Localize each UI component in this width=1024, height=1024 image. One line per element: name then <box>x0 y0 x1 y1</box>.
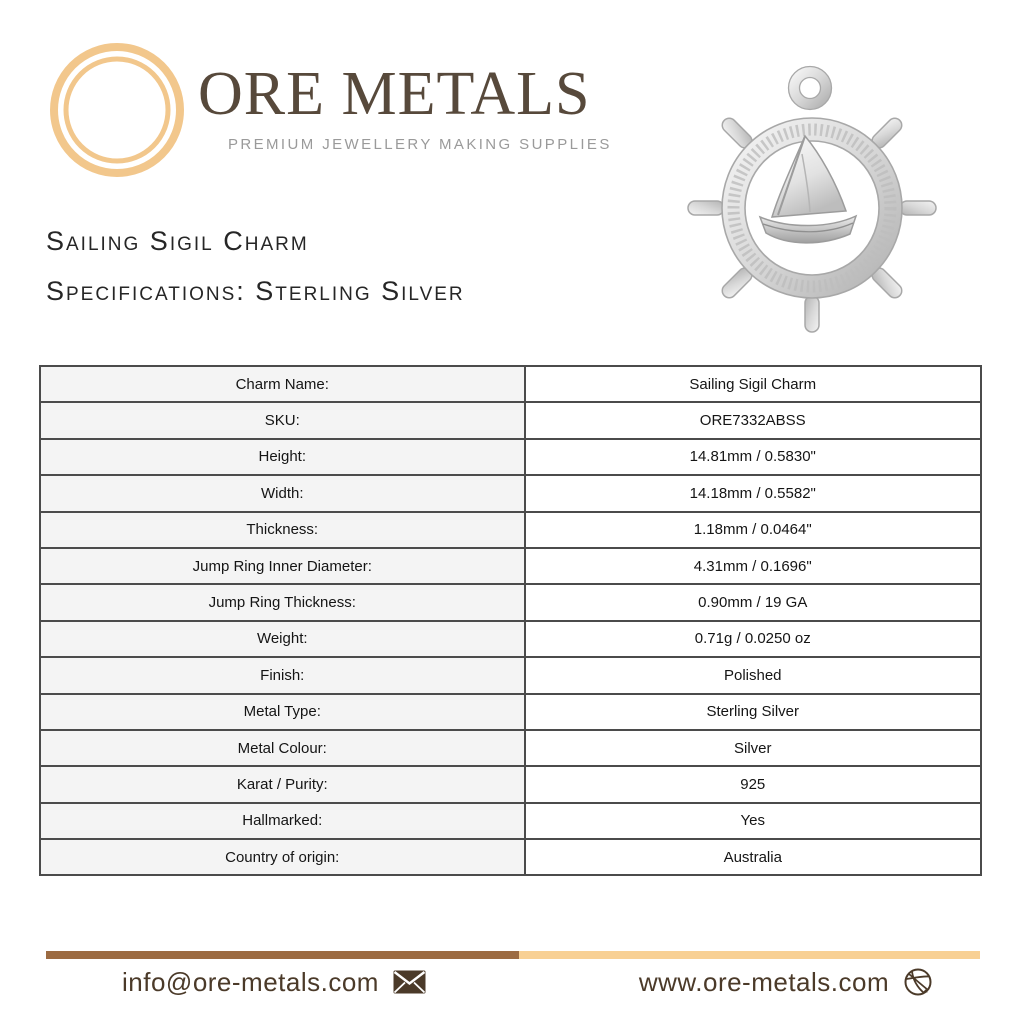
spec-label-cell: Country of origin: <box>40 839 525 875</box>
footer-email-group <box>0 962 512 1002</box>
table-row <box>40 512 981 548</box>
envelope-icon <box>393 970 426 994</box>
table-row <box>40 475 981 511</box>
spec-value-cell: 14.18mm / 0.5582" <box>525 475 982 511</box>
globe-icon <box>903 967 933 997</box>
spec-label-cell: SKU: <box>40 402 525 438</box>
brand-logo-rings-icon <box>46 38 188 182</box>
footer-divider <box>46 951 980 959</box>
table-row <box>40 548 981 584</box>
spec-label-cell: Metal Colour: <box>40 730 525 766</box>
spec-label-cell: Metal Type: <box>40 694 525 730</box>
spec-label-cell: Finish: <box>40 657 525 693</box>
divider-left-segment <box>46 951 519 959</box>
table-row <box>40 621 981 657</box>
spec-value-cell: Silver <box>525 730 982 766</box>
table-row <box>40 839 981 875</box>
divider-right-segment <box>519 951 980 959</box>
spec-value-cell: Sterling Silver <box>525 694 982 730</box>
spec-label-cell: Jump Ring Thickness: <box>40 584 525 620</box>
spec-label-cell: Hallmarked: <box>40 803 525 839</box>
footer-email-link[interactable]: info@ore-metals.com <box>122 966 379 997</box>
spec-label-cell: Weight: <box>40 621 525 657</box>
footer-contact-bar <box>0 962 1024 1002</box>
charm-bail <box>794 72 826 104</box>
table-row <box>40 803 981 839</box>
table-row <box>40 766 981 802</box>
spec-value-cell: 1.18mm / 0.0464" <box>525 512 982 548</box>
footer-website-link[interactable]: www.ore-metals.com <box>638 966 890 997</box>
spec-value-cell: Yes <box>525 803 982 839</box>
footer-website-group <box>512 962 1024 1002</box>
spec-value-cell: 4.31mm / 0.1696" <box>525 548 982 584</box>
spec-label-cell: Height: <box>40 439 525 475</box>
brand-tagline: PREMIUM JEWELLERY MAKING SUPPLIES <box>228 136 612 153</box>
table-row <box>40 730 981 766</box>
charm-photo <box>660 36 965 361</box>
spec-label-cell: Jump Ring Inner Diameter: <box>40 548 525 584</box>
spec-table <box>39 365 982 876</box>
spec-value-cell: 14.81mm / 0.5830" <box>525 439 982 475</box>
spec-value-cell: ORE7332ABSS <box>525 402 982 438</box>
spec-value-cell: 925 <box>525 766 982 802</box>
table-row <box>40 439 981 475</box>
table-row <box>40 584 981 620</box>
spec-label-cell: Thickness: <box>40 512 525 548</box>
brand-name: ORE METALS <box>198 60 591 128</box>
table-row <box>40 366 981 402</box>
product-title: Sailing Sigil Charm <box>46 226 309 256</box>
spec-value-cell: Sailing Sigil Charm <box>525 366 982 402</box>
table-row <box>40 657 981 693</box>
spec-label-cell: Karat / Purity: <box>40 766 525 802</box>
product-subtitle: Specifications: Sterling Silver <box>46 276 465 306</box>
spec-value-cell: 0.90mm / 19 GA <box>525 584 982 620</box>
spec-value-cell: Polished <box>525 657 982 693</box>
spec-value-cell: Australia <box>525 839 982 875</box>
spec-value-cell: 0.71g / 0.0250 oz <box>525 621 982 657</box>
brand-block <box>198 58 618 153</box>
table-row <box>40 402 981 438</box>
table-row <box>40 694 981 730</box>
product-title-block <box>46 216 465 316</box>
spec-label-cell: Width: <box>40 475 525 511</box>
spec-label-cell: Charm Name: <box>40 366 525 402</box>
